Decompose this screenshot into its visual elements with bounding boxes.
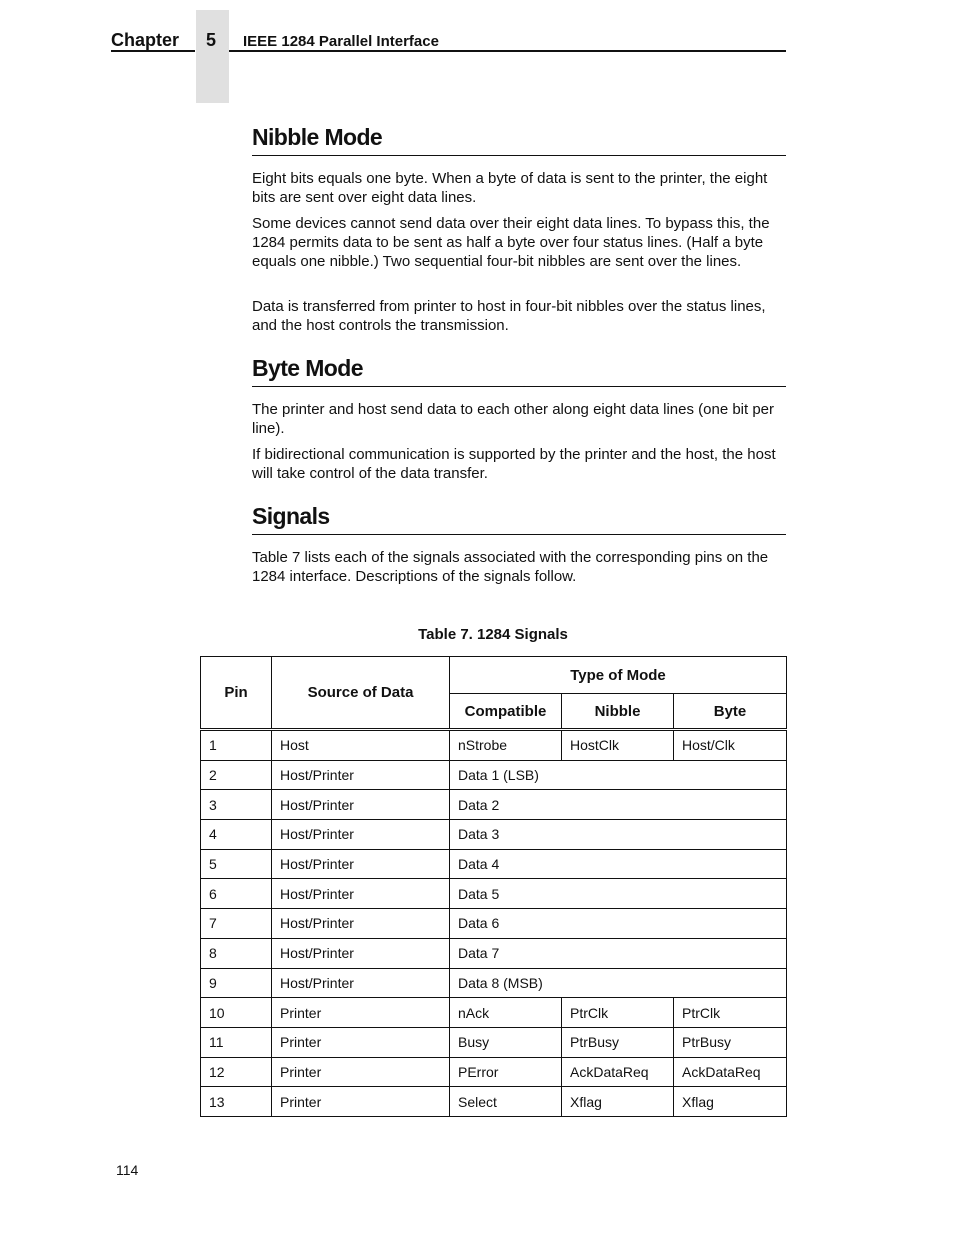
cell-byte: Xflag — [674, 1087, 787, 1117]
column-header-pin: Pin — [201, 657, 272, 730]
cell-signal: Data 7 — [450, 938, 787, 968]
chapter-number: 5 — [205, 30, 216, 50]
cell-compatible: nStrobe — [450, 730, 562, 761]
table-row — [201, 1057, 787, 1087]
cell-byte: AckDataReq — [674, 1057, 787, 1087]
paragraph: Eight bits equals one byte. When a byte of data is sent to the printer, the eight bits are sent over eight data lines. — [252, 170, 768, 206]
cell-signal: Data 1 (LSB) — [450, 760, 787, 790]
table-row — [201, 1087, 787, 1117]
cell-byte: Host/Clk — [674, 730, 787, 761]
cell-pin: 10 — [201, 998, 272, 1028]
cell-compatible: Select — [450, 1087, 562, 1117]
cell-pin: 1 — [201, 730, 272, 761]
table-row — [201, 820, 787, 850]
cell-signal: Data 8 (MSB) — [450, 968, 787, 998]
column-header-source: Source of Data — [272, 657, 450, 730]
cell-compatible: PError — [450, 1057, 562, 1087]
cell-source: Printer — [272, 1027, 450, 1057]
cell-byte: PtrClk — [674, 998, 787, 1028]
cell-pin: 8 — [201, 938, 272, 968]
table-row — [201, 938, 787, 968]
column-header-type-of-mode: Type of Mode — [450, 657, 787, 694]
table-row — [201, 968, 787, 998]
column-header-compatible: Compatible — [450, 694, 562, 730]
table-caption: Table 7. 1284 Signals — [418, 626, 568, 643]
section-title-signals: Signals — [252, 503, 330, 529]
table-row — [201, 790, 787, 820]
cell-signal: Data 2 — [450, 790, 787, 820]
table-row — [201, 730, 787, 761]
table-row — [201, 849, 787, 879]
cell-nibble: PtrBusy — [562, 1027, 674, 1057]
cell-nibble: PtrClk — [562, 998, 674, 1028]
page-number: 114 — [116, 1162, 139, 1178]
section-rule — [252, 155, 786, 156]
cell-source: Printer — [272, 1057, 450, 1087]
cell-nibble: Xflag — [562, 1087, 674, 1117]
cell-pin: 9 — [201, 968, 272, 998]
cell-byte: PtrBusy — [674, 1027, 787, 1057]
cell-source: Printer — [272, 998, 450, 1028]
cell-source: Host/Printer — [272, 790, 450, 820]
paragraph: The printer and host send data to each other along eight data lines (one bit per line). — [252, 401, 775, 437]
column-header-byte: Byte — [674, 694, 787, 730]
cell-pin: 3 — [201, 790, 272, 820]
cell-signal: Data 6 — [450, 909, 787, 939]
section-title-byte-mode: Byte Mode — [252, 355, 363, 381]
cell-source: Host — [272, 730, 450, 761]
signals-table — [200, 656, 787, 1117]
section-rule — [252, 534, 786, 535]
header-rule-left — [111, 50, 195, 52]
chapter-title: IEEE 1284 Parallel Interface — [243, 33, 439, 50]
cell-pin: 13 — [201, 1087, 272, 1117]
cell-source: Host/Printer — [272, 938, 450, 968]
cell-source: Host/Printer — [272, 879, 450, 909]
table-row — [201, 760, 787, 790]
cell-signal: Data 4 — [450, 849, 787, 879]
section-title-nibble-mode: Nibble Mode — [252, 124, 383, 150]
chapter-tab — [196, 10, 229, 103]
cell-source: Host/Printer — [272, 909, 450, 939]
cell-pin: 7 — [201, 909, 272, 939]
table-row — [201, 998, 787, 1028]
cell-pin: 12 — [201, 1057, 272, 1087]
column-header-nibble: Nibble — [562, 694, 674, 730]
cell-source: Host/Printer — [272, 968, 450, 998]
cell-pin: 5 — [201, 849, 272, 879]
table-row — [201, 1027, 787, 1057]
header-rule-right — [229, 50, 786, 52]
chapter-label: Chapter — [111, 30, 180, 50]
cell-nibble: AckDataReq — [562, 1057, 674, 1087]
cell-source: Printer — [272, 1087, 450, 1117]
table-row — [201, 909, 787, 939]
cell-signal: Data 3 — [450, 820, 787, 850]
cell-compatible: Busy — [450, 1027, 562, 1057]
table-row — [201, 879, 787, 909]
cell-source: Host/Printer — [272, 760, 450, 790]
paragraph: Table 7 lists each of the signals associated with the corresponding pins on the 1284 interface. Descriptions of the signals follow. — [252, 549, 769, 585]
section-rule — [252, 386, 786, 387]
cell-signal: Data 5 — [450, 879, 787, 909]
cell-compatible: nAck — [450, 998, 562, 1028]
cell-source: Host/Printer — [272, 820, 450, 850]
cell-pin: 2 — [201, 760, 272, 790]
cell-pin: 4 — [201, 820, 272, 850]
cell-pin: 11 — [201, 1027, 272, 1057]
cell-nibble: HostClk — [562, 730, 674, 761]
paragraph: Data is transferred from printer to host in four-bit nibbles over the status lines, and the host controls the transmission. — [252, 298, 766, 334]
paragraph: If bidirectional communication is supported by the printer and the host, the host will take control of the data transfer. — [252, 446, 776, 482]
cell-source: Host/Printer — [272, 849, 450, 879]
paragraph: Some devices cannot send data over their eight data lines. To bypass this, the 1284 permits data to be sent as half a byte over four status lines. (Half a byte equals one nibble.) Two sequential four-bit nibbles are sent over the lines. — [252, 215, 770, 270]
cell-pin: 6 — [201, 879, 272, 909]
